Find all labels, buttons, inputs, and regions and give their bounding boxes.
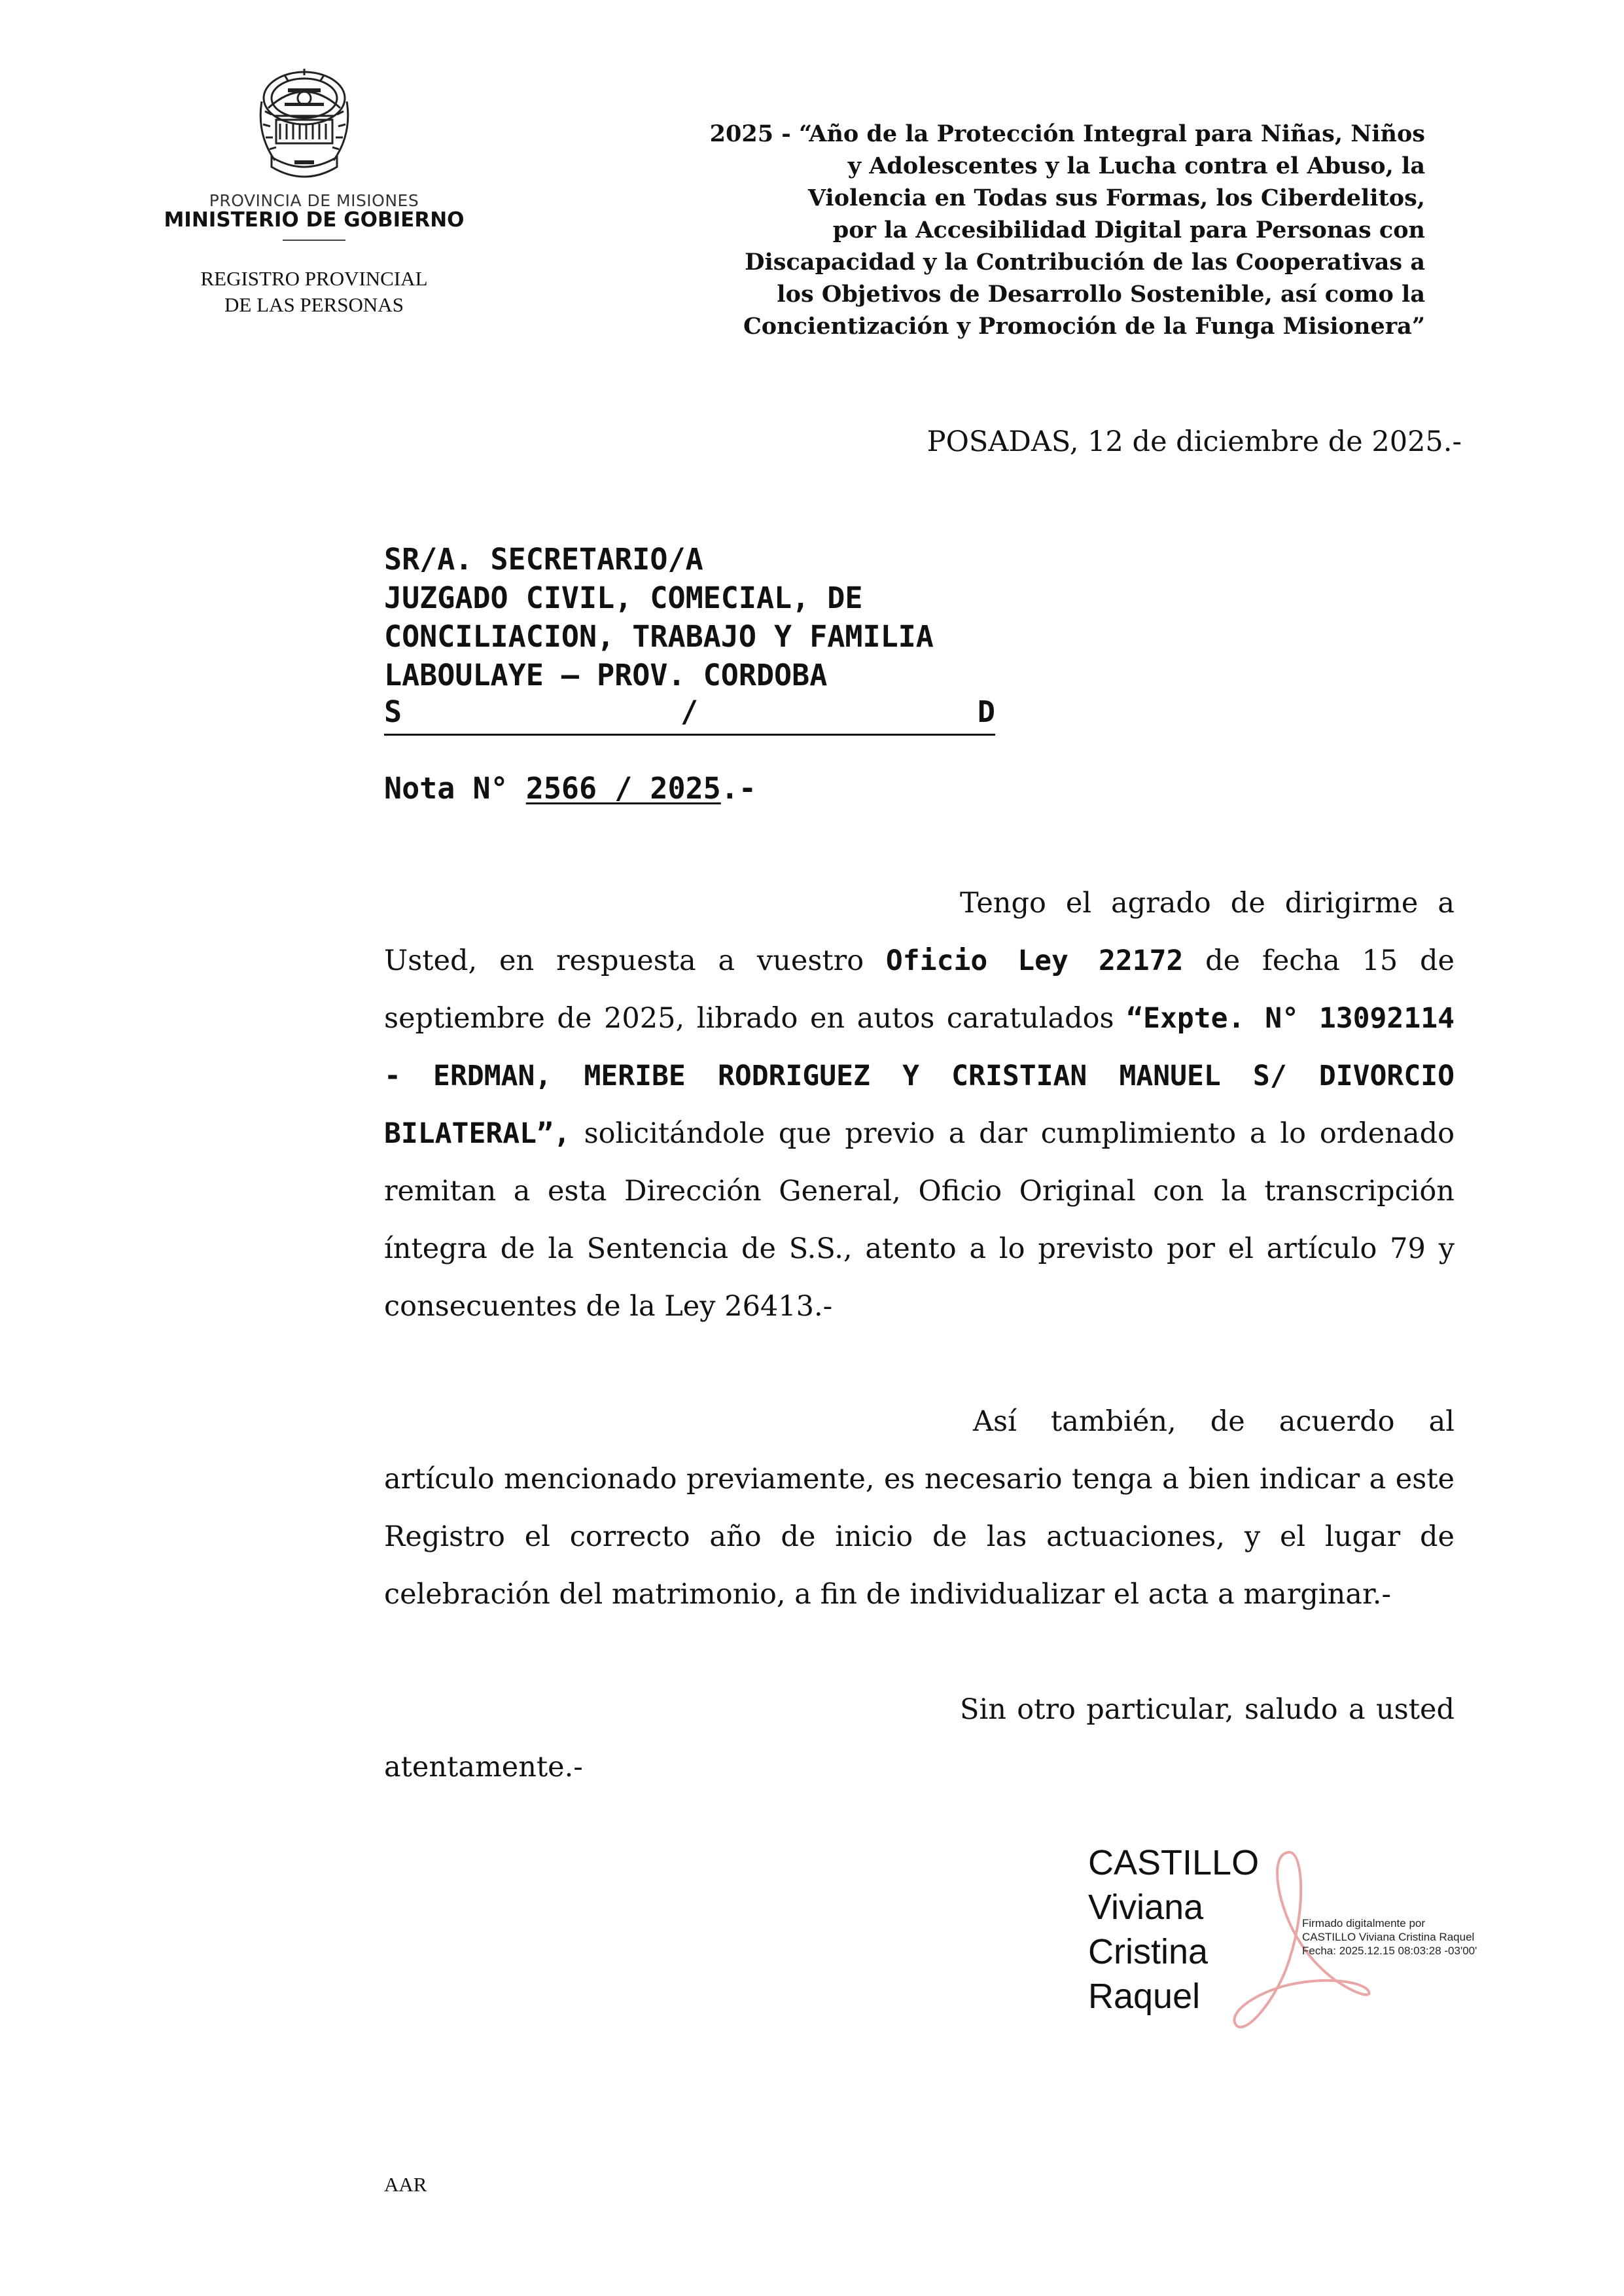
note-suffix: .-: [720, 771, 756, 806]
misiones-coat-of-arms-icon: [249, 62, 360, 187]
letterhead-divider: [283, 240, 345, 241]
motto-line: y Adolescentes y la Lucha contra el Abuso, la: [847, 152, 1425, 179]
addressee-line: LABOULAYE – PROV. CORDOBA: [384, 658, 828, 692]
signer-name-line: Raquel: [1088, 1977, 1201, 2016]
motto-line: 2025 - “Año de la Protección Integral para Niñas, Niños: [709, 120, 1425, 147]
registry-name-line2: DE LAS PERSONAS: [224, 293, 404, 316]
motto-line: los Objetivos de Desarrollo Sostenible, así como la: [777, 281, 1425, 308]
closing-paragraph: Sin otro particular, saludo a usted atentamente.-: [384, 1693, 1455, 1784]
note-number-value: 2566 / 2025: [525, 771, 721, 806]
addressee-line: SR/A. SECRETARIO/A: [384, 542, 703, 577]
note-number: [384, 771, 756, 806]
body-paragraph-2: Así también, de acuerdo al artículo mencionado previamente, es necesario tenga a bien indicar a este Registro el correcto año de inicio de las actuaciones, y el lugar de celebración del matrimonio, a fin de individualizar el acta a marginar.-: [384, 1405, 1455, 1611]
signer-name-line: Cristina: [1088, 1932, 1209, 1971]
digital-signature-info: [1302, 1916, 1477, 1958]
paragraph-text: de fecha 15 de septiembre de 2025, librado en autos caratulados: [384, 944, 1455, 1035]
oficio-reference: Oficio Ley 22172: [885, 944, 1184, 977]
registry-name-line1: REGISTRO PROVINCIAL: [200, 267, 428, 290]
sd-s: S: [384, 694, 402, 729]
addressee-line: CONCILIACION, TRABAJO Y FAMILIA: [384, 619, 934, 654]
author-initials: AAR: [384, 2173, 427, 2196]
addressee-block: [384, 540, 934, 694]
motto-line: Violencia en Todas sus Formas, los Ciberdelitos,: [807, 185, 1425, 211]
motto-line: Discapacidad y la Contribución de las Cooperativas a: [745, 249, 1425, 276]
year-motto: [509, 118, 1425, 342]
paragraph-text: Tengo el agrado de dirigirme a Usted, en respuesta a vuestro: [384, 887, 1455, 977]
paragraph-text: solicitándole que previo a dar cumplimiento a lo ordenado remitan a esta Dirección General, Oficio Original con la transcripción íntegra de la Sentencia de S.S., atento a lo previsto por el artículo 79 y consecuentes de la Ley 26413.-: [384, 1117, 1455, 1323]
addressee-line: JUZGADO CIVIL, COMECIAL, DE: [384, 581, 863, 615]
motto-line: por la Accesibilidad Digital para Personas con: [832, 217, 1425, 243]
signature-info-line: Firmado digitalmente por: [1302, 1917, 1426, 1929]
note-label: Nota N°: [384, 771, 508, 806]
motto-line: Concientización y Promoción de la Funga Misionera”: [743, 313, 1425, 340]
signer-name-line: CASTILLO: [1088, 1843, 1260, 1882]
ministry-name: MINISTERIO DE GOBIERNO: [164, 208, 465, 232]
su-despacho-line: [384, 694, 995, 736]
signer-name: [1088, 1840, 1259, 2018]
case-reference: “Expte. N° 13092114 - ERDMAN, MERIBE RODRIGUEZ Y CRISTIAN MANUEL S/ DIVORCIO BILATERAL”,: [384, 1002, 1455, 1150]
signer-name-line: Viviana: [1088, 1888, 1204, 1927]
document-date: POSADAS, 12 de diciembre de 2025.-: [927, 425, 1462, 458]
province-name: PROVINCIA DE MISIONES: [209, 191, 419, 210]
signature-info-line: CASTILLO Viviana Cristina Raquel: [1302, 1931, 1475, 1943]
signature-info-line: Fecha: 2025.12.15 08:03:28 -03'00': [1302, 1945, 1477, 1957]
sd-d: D: [977, 694, 995, 729]
body-paragraph-1: [384, 874, 1455, 1335]
sd-slash: /: [680, 694, 699, 729]
